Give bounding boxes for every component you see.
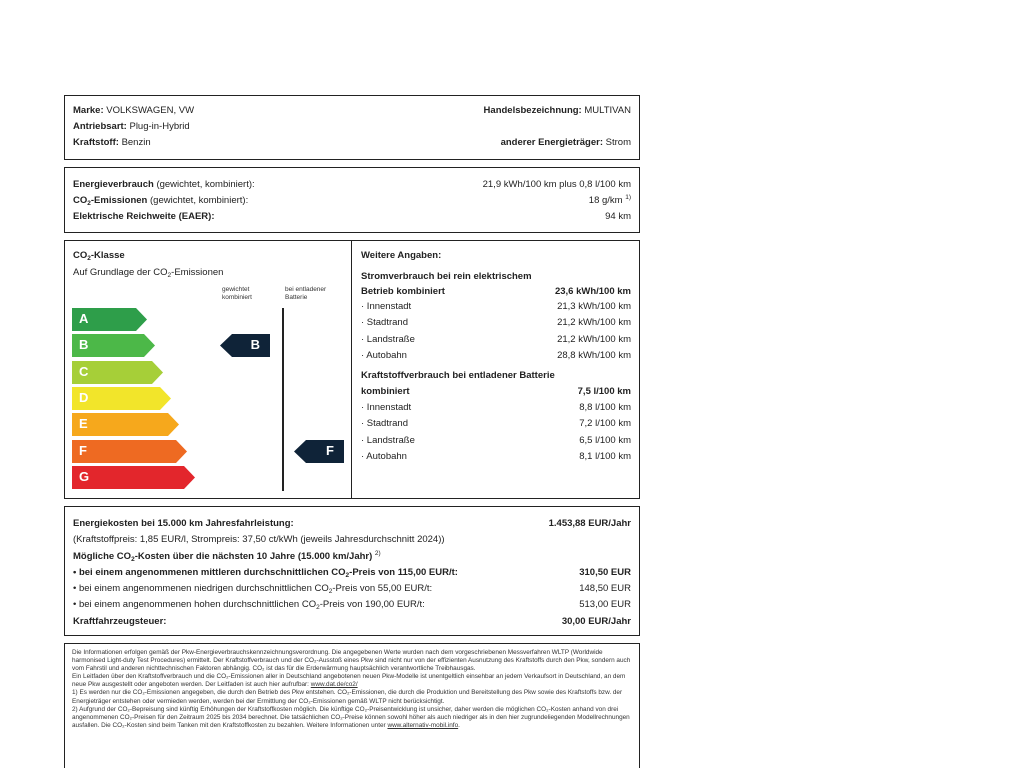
co2-class-subtitle: Auf Grundlage der $CO_2$-Emissionen [73, 267, 224, 279]
electric-row-label: · Autobahn [361, 349, 407, 361]
note-footnote-2: 2) Aufgrund der CO₂-Bepreisung sind künftig Erhöhungen der Kraftstoffkosten möglich. Die künftige CO₂-Preisentwicklung ist unsicher, daher werden die möglichen CO₂-Kosten anhand von drei angenommenen CO₂-Preisen für den Zeitraum 2025 bis 2034 berechnet. Die tatsächlichen CO₂-Preise können sowohl höher als auch niedriger als in den hier zugrundeliegenden Modellrechnungen ausfallen. Die CO₂-Kosten sind beim Tanken mit den Kraftstoffkosten zu bezahlen. Weitere Informationen unter www.alternativ-mobil.info. [72, 705, 630, 729]
prices-text: (Kraftstoffpreis: 1,85 EUR/l, Strompreis: 37,50 ct/kWh (jeweils Jahresdurchschnitt 2024)) [73, 534, 445, 546]
co2-class-scale [65, 241, 352, 498]
efficiency-bar-d [72, 387, 172, 410]
co2-cost-heading: Mögliche $CO_2$-Kosten über die nächsten 10 Jahre (15.000 km/Jahr) [73, 550, 373, 563]
co2-cost-mid-row [73, 565, 631, 581]
electric-row-value: 21,2 kWh/100 km [557, 317, 631, 329]
discharged-class-marker-letter: F [326, 442, 334, 458]
tax-row [73, 614, 631, 630]
efficiency-bar-e [72, 413, 180, 436]
verbrauch-label: Energieverbrauch [73, 179, 154, 190]
co2-cost-mid-value: 310,50 EUR [579, 566, 631, 578]
fuel-row [361, 433, 631, 449]
note-footnote-1: 1) Es werden nur die CO₂-Emissionen angegeben, die durch den Betrieb des Pkw entstehen. CO₂-Emissionen, die durch die Produktion und Bereitstellung des Pkw sowie des Kraftstoffs bzw. der Energieträger entstehen oder vermieden werden, werden bei der Ermittlung der CO₂-Emissionen gemäß WLTP nicht berücksichtigt. [72, 689, 623, 705]
electric-combined-row [361, 284, 631, 299]
efficiency-bar-letter: F [79, 442, 87, 458]
efficiency-bar-c [72, 361, 164, 384]
tax-value: 30,00 EUR/Jahr [561, 615, 631, 627]
efficiency-bar-letter: B [79, 337, 89, 353]
dat-link[interactable]: www.dat.de/co2/ [310, 681, 358, 689]
electric-row-label: · Stadtrand [361, 317, 408, 329]
efficiency-bar-a [72, 308, 148, 331]
consumption-box [64, 167, 640, 233]
kraftstoff-label: Kraftstoff: [73, 137, 119, 148]
electric-heading: Stromverbrauch bei rein elektrischem [361, 271, 532, 282]
electric-row-value: 21,2 kWh/100 km [557, 333, 631, 345]
efficiency-bar-letter: E [79, 416, 88, 432]
co2-class-title: $CO_2$-Klasse [73, 250, 125, 262]
co2-class-box [64, 240, 640, 499]
co2-cost-high-label: • bei einem angenommenen hohen durchschnittlichen $CO_2$-Preis von 190,00 EUR/t: [73, 599, 425, 612]
range-row [73, 209, 631, 225]
alternativ-mobil-link[interactable]: www.alternativ-mobil.info [387, 721, 459, 729]
co2-cost-heading-row [73, 549, 631, 565]
energy-cost-row [73, 516, 631, 532]
details-title: Weitere Angaben: [361, 250, 442, 261]
co2-emission-suffix: (gewichtet, kombiniert): [150, 195, 249, 206]
electric-row-value: 28,8 kWh/100 km [557, 349, 631, 361]
energie-value: Strom [605, 137, 631, 148]
co2-emission-label: $CO_2$-Emissionen [73, 195, 148, 207]
electric-row-label: · Innenstadt [361, 301, 412, 312]
co2-cost-low-row [73, 581, 631, 597]
costs-box [64, 506, 640, 636]
note-paragraph-1: Die Informationen erfolgen gemäß der Pkw-Energieverbrauchskennzeichnungsverordnung. Die angegebenen Werte wurden nach dem vorgeschriebenen Messverfahren WLTP (Worldwide harmonised Light-duty Test Procedures) ermittelt. Der Kraftstoffverbrauch und der CO₂-Ausstoß eines Pkw sind nicht nur von der effizienten Ausnutzung des Kraftstoffs durch den Pkw, sondern auch vom Fahrstil und anderen nichttechnischen Faktoren abhängig. CO₂ ist das für die Erderwärmung hauptsächlich verantwortliche Treibhausgas. [72, 649, 631, 673]
range-value: 94 km [605, 211, 631, 222]
efficiency-bar-g [72, 466, 196, 489]
vehicle-row-2 [73, 119, 631, 135]
tax-label: Kraftfahrzeugsteuer: [73, 615, 167, 627]
weighted-class-marker [220, 334, 270, 357]
handel-label: Handelsbezeichnung: [483, 105, 582, 116]
co2-cost-high-row [73, 597, 631, 613]
efficiency-bar-letter: D [79, 389, 89, 405]
prices-row [73, 532, 631, 548]
energy-cost-label: Energiekosten bei 15.000 km Jahresfahrleistung: [73, 518, 294, 529]
fuel-row-value: 7,2 l/100 km [579, 418, 631, 430]
co2-emission-row [73, 193, 631, 209]
vehicle-row-1 [73, 103, 631, 119]
co2-cost-low-label: • bei einem angenommenen niedrigen durchschnittlichen $CO_2$-Preis von 55,00 EUR/t: [73, 583, 433, 596]
fuel-combined-row [361, 384, 631, 400]
column-label-discharged: bei entladener Batterie [285, 286, 327, 301]
fuel-combined-label: kombiniert [361, 386, 410, 398]
note-paragraph-2: Ein Leitfaden über den Kraftstoffverbrauch und die CO₂-Emissionen aller in Deutschland angebotenen neuen Pkw-Modelle ist unentgeltlich einsehbar an jedem Verkaufsort in Deutschland, an dem neue Pkw ausgestellt oder angeboten werden. Der Leitfaden ist auch hier aufrufbar: www.dat.de/co2/ [72, 673, 626, 689]
fuel-rows [361, 400, 631, 465]
fuel-combined-value: 7,5 l/100 km [577, 386, 631, 398]
co2-cost-mid-label: • bei einem angenommenen mittleren durchschnittlichen $CO_2$-Preis von 115,00 EUR/t: [73, 566, 458, 579]
fuel-row-value: 8,8 l/100 km [579, 402, 631, 414]
efficiency-bar-letter: A [79, 311, 89, 326]
fuel-row-label: · Innenstadt [361, 402, 412, 414]
co2-emission-value: 18 g/km [588, 195, 623, 206]
fuel-row [361, 416, 631, 432]
column-label-weighted: gewichtet kombiniert [222, 286, 252, 301]
co2-cost-footnote-ref: 2) [374, 549, 381, 557]
electric-row [361, 299, 631, 315]
discharged-class-marker [294, 440, 344, 463]
efficiency-bar-letter: C [79, 363, 89, 379]
antrieb-value: Plug-in-Hybrid [129, 121, 190, 132]
fuel-row-label: · Stadtrand [361, 418, 408, 430]
marke-label: Marke: [73, 105, 104, 116]
co2-cost-high-value: 513,00 EUR [579, 599, 631, 611]
fuel-row-label: · Autobahn [361, 451, 407, 463]
weighted-class-marker-letter: B [250, 337, 260, 353]
verbrauch-value: 21,9 kWh/100 km plus 0,8 l/100 km [482, 179, 631, 190]
electric-row [361, 332, 631, 348]
fuel-row [361, 449, 631, 465]
energie-label: anderer Energieträger: [500, 137, 604, 148]
electric-rows [361, 299, 631, 364]
fuel-row-value: 6,5 l/100 km [579, 434, 631, 446]
electric-row-label: · Landstraße [361, 333, 415, 345]
further-details [352, 241, 639, 498]
kraftstoff-value: Benzin [121, 137, 151, 148]
electric-combined-value: 23,6 kWh/100 km [554, 286, 631, 297]
vehicle-info-box [64, 95, 640, 160]
legal-notes-box [64, 643, 640, 768]
co2-footnote-ref: 1) [625, 194, 631, 201]
electric-combined-label: Betrieb kombiniert [361, 286, 445, 297]
range-label: Elektrische Reichweite (EAER): [73, 211, 215, 222]
fuel-row [361, 400, 631, 416]
marke-value: VOLKSWAGEN, VW [106, 105, 195, 116]
consumption-row [73, 177, 631, 193]
column-divider [282, 308, 284, 491]
electric-row [361, 315, 631, 331]
fuel-heading: Kraftstoffverbrauch bei entladener Batterie [361, 370, 555, 382]
efficiency-bar-f [72, 440, 188, 463]
verbrauch-suffix: (gewichtet, kombiniert): [156, 179, 255, 190]
electric-row [361, 348, 631, 364]
fuel-row-label: · Landstraße [361, 434, 415, 446]
antrieb-label: Antriebsart: [73, 121, 127, 132]
efficiency-bar-letter: G [79, 468, 90, 484]
handel-value: MULTIVAN [584, 105, 631, 116]
electric-row-value: 21,3 kWh/100 km [557, 301, 631, 312]
co2-cost-low-value: 148,50 EUR [579, 583, 631, 595]
efficiency-bar-b [72, 334, 156, 357]
energy-cost-value: 1.453,88 EUR/Jahr [548, 518, 631, 529]
vehicle-row-3 [73, 135, 631, 151]
fuel-row-value: 8,1 l/100 km [579, 451, 631, 463]
